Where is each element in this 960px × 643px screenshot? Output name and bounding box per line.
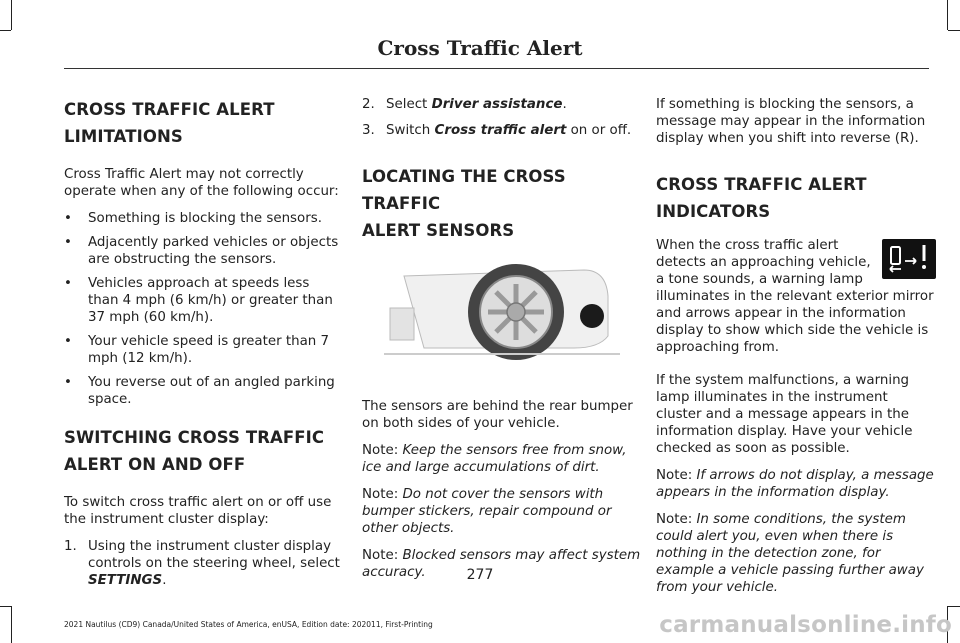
step-number: 1. (64, 539, 77, 554)
note-item (362, 442, 642, 476)
heading-line: CROSS TRAFFIC ALERT (64, 100, 275, 119)
note-text: Blocked sensors may affect system accuracy. (362, 548, 641, 580)
list-item-text: You reverse out of an angled parking space. (88, 375, 335, 407)
step-item (362, 122, 642, 139)
step-text: Select (386, 97, 432, 112)
list-item (64, 234, 344, 268)
section-heading-switching (64, 424, 344, 478)
note-text: Do not cover the sensors with bumper stickers, repair compound or other objects. (362, 487, 612, 536)
note-item (656, 467, 936, 501)
list-item-text: Vehicles approach at speeds less than 4 mph (6 km/h) or greater than 37 mph (60 km/h). (88, 276, 333, 325)
limitations-list (64, 210, 344, 408)
column-middle (362, 96, 642, 591)
switching-intro: To switch cross traffic alert on or off use the instrument cluster display: (64, 495, 332, 527)
step-number: 2. (362, 97, 375, 112)
step-text: Switch (386, 123, 435, 138)
heading-line: LOCATING THE CROSS TRAFFIC (362, 167, 566, 213)
edition-footer: 2021 Nautilus (CD9) Canada/United States of America, enUSA, Edition date: 202011, First-Printing (64, 620, 433, 629)
watermark[interactable]: carmanualsonline.info (659, 612, 952, 638)
heading-line: INDICATORS (656, 202, 771, 221)
note-text: Keep the sensors free from snow, ice and large accumulations of dirt. (362, 443, 627, 475)
menu-reference: Driver assistance (431, 97, 563, 112)
note-label: Note: (362, 548, 399, 563)
section-heading-indicators (656, 171, 936, 225)
column-right (656, 96, 936, 606)
crop-mark (11, 606, 12, 643)
note-label: Note: (362, 443, 399, 458)
heading-line: LIMITATIONS (64, 127, 183, 146)
list-item-text: Adjacently parked vehicles or objects are obstructing the sensors. (88, 235, 339, 267)
step-number: 3. (362, 123, 375, 138)
bullet: • (64, 235, 72, 250)
list-item (64, 210, 344, 227)
step-text-end: . (162, 573, 167, 588)
crop-mark (0, 30, 11, 31)
spacer (362, 149, 642, 163)
malfunction-text: If the system malfunctions, a warning lamp illuminates in the instrument cluster and a message appears in the information display. Have your vehicle checked as soon as possible. (656, 373, 913, 456)
sensors-location-text: The sensors are behind the rear bumper on both sides of your vehicle. (362, 399, 633, 431)
steps-list-continued (362, 96, 642, 139)
blocking-message-text: If something is blocking the sensors, a message may appear in the information display when you shift into reverse (R). (656, 97, 926, 146)
note-label: Note: (656, 512, 693, 527)
section-heading-limitations (64, 96, 344, 150)
crop-mark (11, 0, 12, 30)
heading-line: ALERT ON AND OFF (64, 455, 246, 474)
crop-mark (948, 30, 960, 31)
bullet: • (64, 334, 72, 349)
note-item (362, 486, 642, 537)
cross-traffic-warning-icon (882, 239, 936, 279)
list-item (64, 275, 344, 326)
step-item (362, 96, 642, 113)
list-item-text: Your vehicle speed is greater than 7 mph (12 km/h). (88, 334, 330, 366)
step-text-end: . (562, 97, 567, 112)
warning-lamp-icon (882, 239, 936, 279)
heading-line: ALERT SENSORS (362, 221, 515, 240)
crop-mark (947, 0, 948, 30)
header-divider (64, 68, 929, 69)
limitations-intro: Cross Traffic Alert may not correctly operate when any of the following occur: (64, 167, 339, 199)
crop-mark (948, 606, 960, 607)
menu-reference: Cross traffic alert (434, 123, 567, 138)
note-label: Note: (362, 487, 399, 502)
list-item (64, 374, 344, 408)
note-label: Note: (656, 468, 693, 483)
bullet: • (64, 375, 72, 390)
menu-reference: SETTINGS (88, 573, 163, 588)
list-item-text: Something is blocking the sensors. (88, 211, 322, 226)
crop-mark (0, 606, 11, 607)
rear-bumper-illustration (384, 256, 620, 364)
heading-line: SWITCHING CROSS TRAFFIC (64, 428, 325, 447)
section-heading-locating (362, 163, 642, 244)
list-item (64, 333, 344, 367)
bullet: • (64, 211, 72, 226)
note-text: In some conditions, the system could alert you, even when there is nothing in the detection zone, for example a vehicle passing further away from your vehicle. (656, 512, 924, 595)
heading-line: CROSS TRAFFIC ALERT (656, 175, 867, 194)
indicator-paragraph (656, 237, 936, 356)
note-item (656, 511, 936, 596)
step-text: Using the instrument cluster display controls on the steering wheel, select (88, 539, 340, 571)
rear-wheel-sensor-image (384, 256, 620, 364)
bullet: • (64, 276, 72, 291)
step-text-end: on or off. (566, 123, 632, 138)
indicator-description: When the cross traffic alert detects an approaching vehicle, a tone sounds, a warning lamp illuminates in the relevant exterior mirror and arrows appear in the information display to show which side the vehicle is approaching from. (656, 238, 934, 355)
page-number: 277 (466, 567, 494, 583)
page-header-title: Cross Traffic Alert (377, 36, 583, 60)
note-text: If arrows do not display, a message appears in the information display. (656, 468, 934, 500)
column-left (64, 96, 344, 605)
